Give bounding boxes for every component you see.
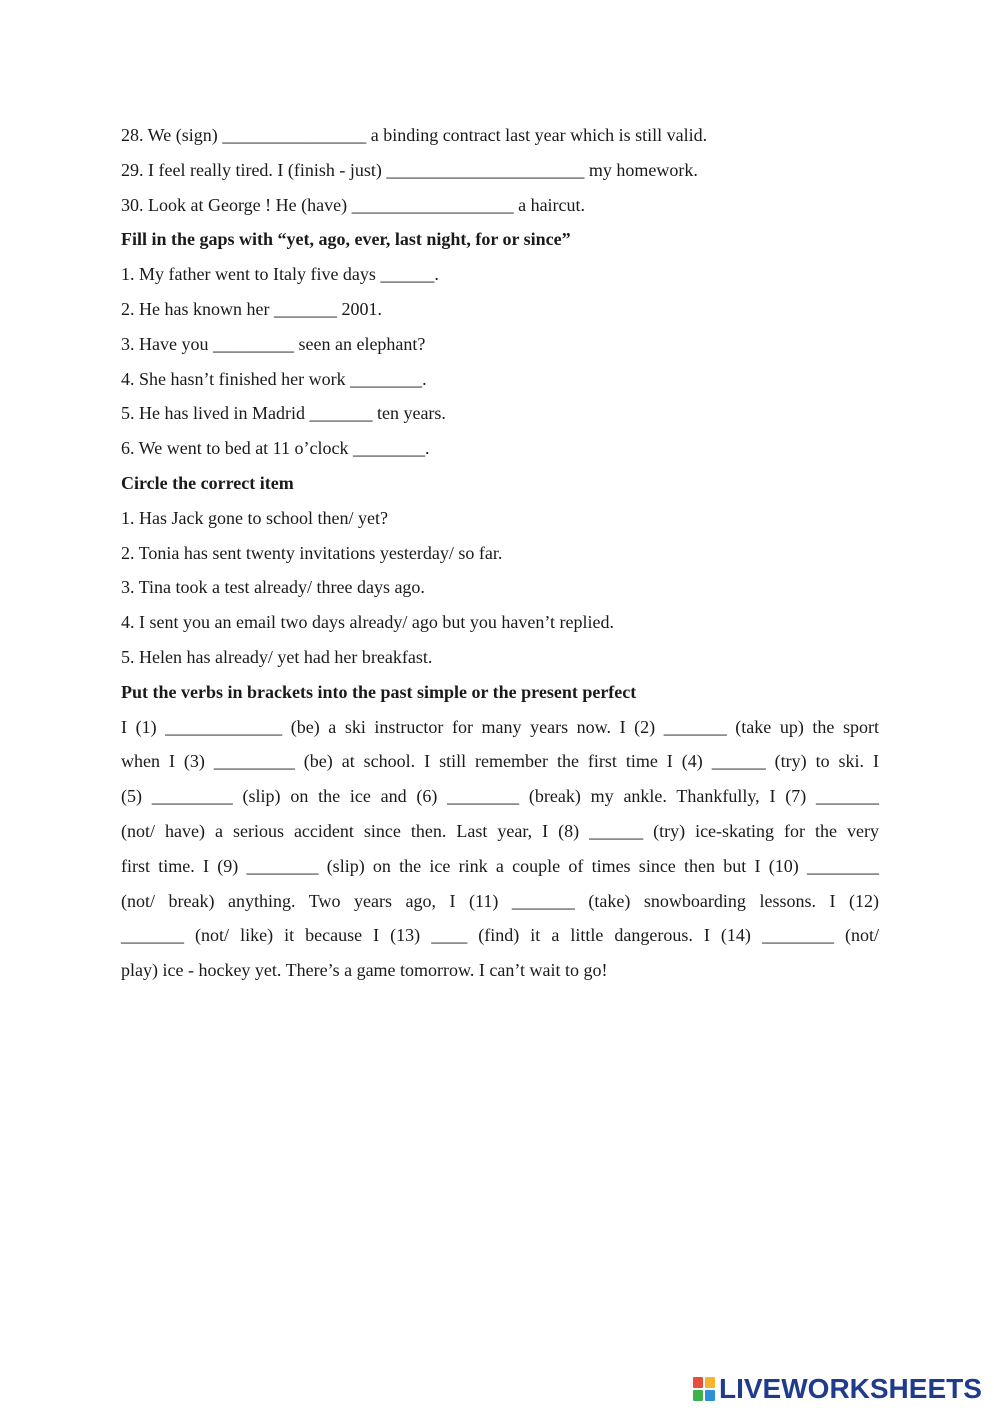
exercise-item: 5. Helen has already/ yet had her breakfast. — [121, 646, 433, 667]
exercise-item: 1. My father went to Italy five days ______. — [121, 264, 439, 285]
paragraph-line: (not/ have) a serious accident since then. Last year, I (8) ______ (try) ice-skating for the very — [121, 820, 879, 841]
paragraph-line: first time. I (9) ________ (slip) on the ice rink a couple of times since then but I (10) ________ — [121, 855, 879, 876]
paragraph-line: (5) _________ (slip) on the ice and (6) ________ (break) my ankle. Thankfully, I (7) _______ — [121, 786, 879, 807]
paragraph-line: (not/ break) anything. Two years ago, I (11) _______ (take) snowboarding lessons. I (12) — [121, 890, 879, 911]
paragraph-line: when I (3) _________ (be) at school. I still remember the first time I (4) ______ (try) to ski. I — [121, 751, 879, 772]
exercise-item: 3. Have you _________ seen an elephant? — [121, 333, 426, 354]
logo-square-blue — [705, 1390, 715, 1401]
exercise-a — [121, 118, 879, 222]
exercise-item: 5. He has lived in Madrid _______ ten years. — [121, 403, 446, 424]
exercise-item: 4. I sent you an email two days already/ ago but you haven’t replied. — [121, 612, 615, 633]
exercise-item: 29. I feel really tired. I (finish - just) ______________________ my homework. — [121, 159, 698, 180]
logo-square-yellow — [705, 1377, 715, 1388]
exercise-item: 28. We (sign) ________________ a binding contract last year which is still valid. — [121, 125, 708, 145]
exercise-item: 6. We went to bed at 11 o’clock ________. — [121, 438, 430, 459]
exercise-b — [121, 222, 879, 466]
logo-square-red — [693, 1377, 703, 1388]
logo-square-green — [693, 1390, 703, 1401]
logo-text: LIVEWORKSHEETS — [719, 1373, 982, 1404]
exercise-item: 2. Tonia has sent twenty invitations yesterday/ so far. — [121, 542, 503, 563]
exercise-item: 2. He has known her _______ 2001. — [121, 298, 382, 319]
exercise-heading: Circle the correct item — [121, 472, 294, 493]
exercise-item: 1. Has Jack gone to school then/ yet? — [121, 507, 388, 528]
exercise-item: 3. Tina took a test already/ three days ago. — [121, 577, 425, 598]
paragraph-line: play) ice - hockey yet. There’s a game tomorrow. I can’t wait to go! — [121, 960, 608, 981]
paragraph-line: I (1) _____________ (be) a ski instructor for many years now. I (2) _______ (take up) the sport — [121, 716, 879, 737]
liveworksheets-logo-icon — [693, 1377, 715, 1401]
paragraph-line: _______ (not/ like) it because I (13) ____ (find) it a little dangerous. I (14) ________ (not/ — [121, 925, 879, 946]
exercise-heading: Fill in the gaps with “yet, ago, ever, last night, for or since” — [121, 229, 571, 250]
exercise-paragraph — [121, 710, 879, 988]
liveworksheets-logo — [693, 1374, 982, 1404]
worksheet-page — [121, 118, 879, 988]
exercise-item: 30. Look at George ! He (have) __________________ a haircut. — [121, 194, 586, 215]
exercise-item: 4. She hasn’t finished her work ________. — [121, 368, 427, 389]
exercise-d — [121, 675, 879, 988]
exercise-heading: Put the verbs in brackets into the past simple or the present perfect — [121, 681, 637, 702]
exercise-c — [121, 466, 879, 675]
